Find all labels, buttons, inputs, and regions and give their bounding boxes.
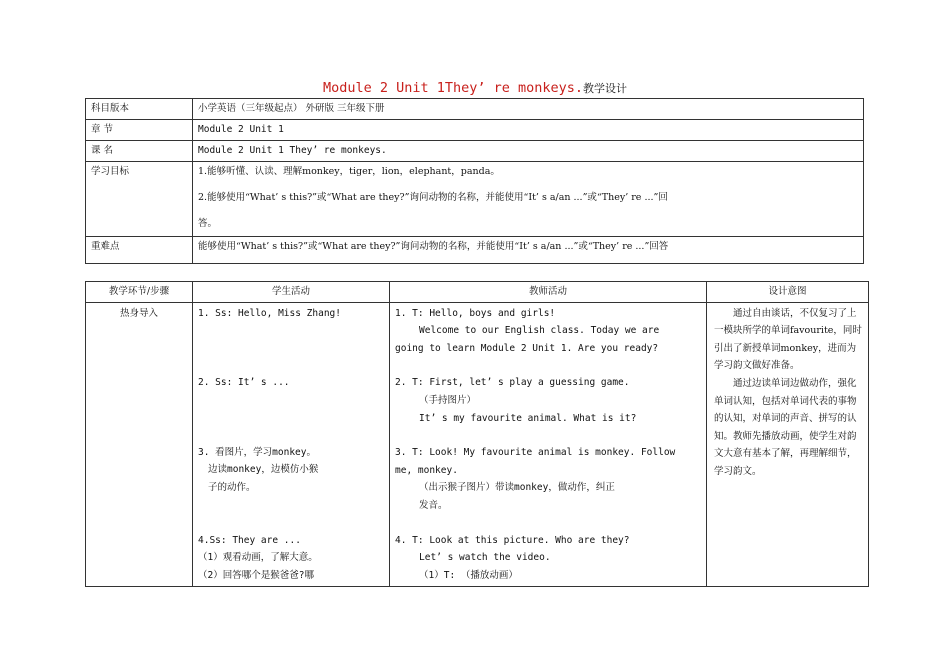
teacher-line: 发音。 bbox=[419, 499, 448, 511]
title-english: Module 2 Unit 1They’ re monkeys. bbox=[322, 80, 584, 96]
learning-goals-cell bbox=[193, 162, 864, 237]
info-value: 小学英语（三年级起点） 外研版 三年级下册 bbox=[193, 99, 864, 120]
student-line: （1）观看动画，了解大意。 bbox=[198, 552, 318, 564]
student-activity-cell bbox=[193, 302, 390, 587]
student-line: 子的动作。 bbox=[208, 481, 256, 493]
teacher-line: going to learn Module 2 Unit 1. Are you ready? bbox=[395, 342, 659, 354]
table-row bbox=[86, 162, 864, 237]
student-line: 4.Ss: They are ... bbox=[198, 534, 301, 546]
info-key: 课 名 bbox=[86, 141, 193, 162]
goal-line: 2.能够使用“What’ s this?”或“What are they?”询问动物的名称，并能使用“It’ s a/an ...”或“They’ re ...”回 bbox=[198, 192, 668, 203]
goal-line: 答。 bbox=[198, 218, 218, 229]
table-row bbox=[86, 120, 864, 141]
info-key: 科目版本 bbox=[86, 99, 193, 120]
column-header: 教师活动 bbox=[390, 282, 707, 303]
stage-cell bbox=[86, 302, 193, 587]
student-line: 3. 看图片，学习monkey。 bbox=[198, 446, 316, 458]
column-header: 学生活动 bbox=[193, 282, 390, 303]
intent-paragraph: 通过自由谈话，不仅复习了上一模块所学的单词favourite，同时引出了新授单词monkey，进而为学习韵文做好准备。 bbox=[714, 307, 862, 372]
teacher-line: （出示猴子图片）带读monkey，做动作，纠正 bbox=[419, 482, 615, 494]
design-intent-cell bbox=[707, 302, 869, 587]
info-value: Module 2 Unit 1 bbox=[193, 120, 864, 141]
teacher-line: me, monkey. bbox=[395, 464, 458, 476]
teacher-line: 4. T: Look at this picture. Who are they? bbox=[395, 534, 630, 546]
info-value: 能够使用“What’ s this?”或“What are they?”询问动物的名称，并能使用“It’ s a/an ...”或“They’ re ...”回答 bbox=[193, 237, 864, 264]
teacher-line: It’ s my favourite animal. What is it? bbox=[419, 412, 637, 424]
intent-paragraph: 通过边读单词边做动作，强化单词认知，包括对单词代表的事物的认知，对单词的声音、拼写的认知。教师先播放动画，使学生对韵文大意有基本了解，再理解细节，学习韵文。 bbox=[714, 377, 857, 477]
teacher-line: Let’ s watch the video. bbox=[419, 552, 551, 564]
info-key: 章 节 bbox=[86, 120, 193, 141]
table-row bbox=[86, 237, 864, 264]
student-line: 1. Ss: Hello, Miss Zhang! bbox=[198, 307, 341, 319]
teacher-line: （手持图片） bbox=[419, 394, 477, 406]
student-line: 2. Ss: It’ s ... bbox=[198, 377, 290, 389]
course-info-table bbox=[85, 98, 864, 264]
table-row bbox=[86, 141, 864, 162]
teacher-line: 1. T: Hello, boys and girls! bbox=[395, 307, 556, 319]
info-key: 重难点 bbox=[86, 237, 193, 264]
student-line: （2）回答哪个是猴爸爸?哪 bbox=[198, 569, 314, 581]
teacher-line: 2. T: First, let’ s play a guessing game. bbox=[395, 377, 630, 389]
column-header: 设计意图 bbox=[707, 282, 869, 303]
teacher-line: （1）T: （播放动画） bbox=[419, 569, 518, 581]
table-row bbox=[86, 302, 869, 587]
teacher-line: Welcome to our English class. Today we are bbox=[419, 325, 660, 337]
document-title bbox=[0, 80, 950, 96]
table-row bbox=[86, 99, 864, 120]
title-chinese: 教学设计 bbox=[583, 82, 628, 95]
student-line: 边读monkey，边模仿小猴 bbox=[208, 464, 319, 476]
teacher-activity-cell bbox=[390, 302, 707, 587]
goal-line: 1.能够听懂、认读、理解monkey，tiger，lion，elephant，panda。 bbox=[198, 166, 500, 177]
teaching-steps-table bbox=[85, 281, 869, 587]
table-header-row bbox=[86, 282, 869, 303]
info-key: 学习目标 bbox=[86, 162, 193, 237]
stage-label: 热身导入 bbox=[119, 307, 158, 319]
column-header: 教学环节/步骤 bbox=[86, 282, 193, 303]
info-value: Module 2 Unit 1 They’ re monkeys. bbox=[193, 141, 864, 162]
teacher-line: 3. T: Look! My favourite animal is monkey. Follow bbox=[395, 447, 676, 459]
